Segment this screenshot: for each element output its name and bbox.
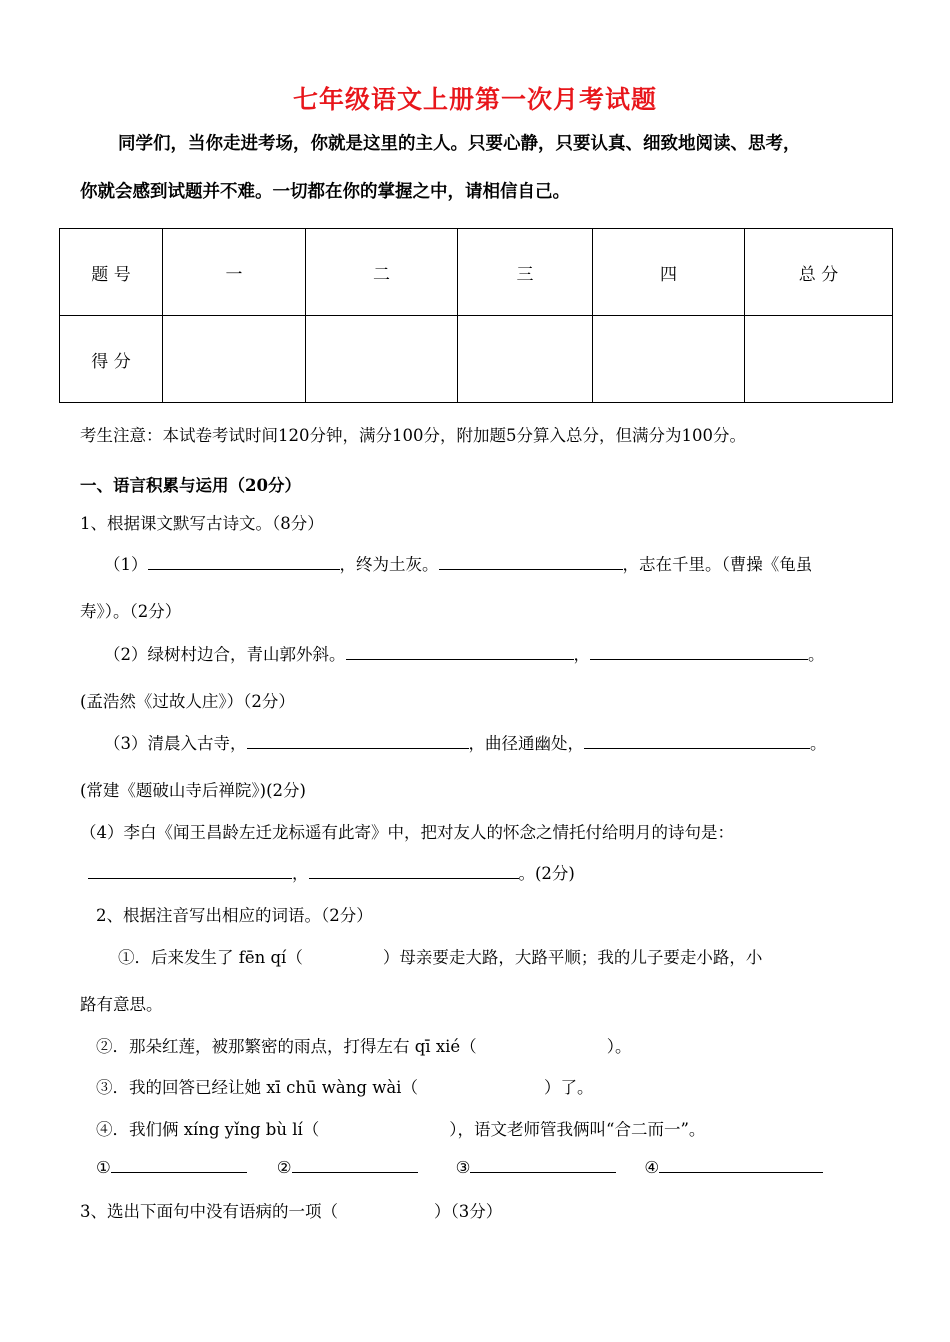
q1-p4-comma: ，: [292, 864, 309, 883]
q2-title: 2、根据注音写出相应的词语。（2分）: [96, 906, 373, 925]
q1-p2-comma: ，: [573, 645, 590, 664]
answer-blank[interactable]: [439, 554, 623, 570]
exam-notice: 考生注意：本试卷考试时间120分钟，满分100分，附加题5分算入总分，但满分为100分。: [80, 426, 746, 445]
answer-blank[interactable]: [292, 1157, 418, 1173]
q2-i4-prefix: ④．我们俩 xíng yǐng bù lí（: [96, 1120, 320, 1139]
q1-p2-source: (孟浩然《过故人庄》）（2分）: [80, 692, 295, 711]
answer-blank[interactable]: [111, 1157, 247, 1173]
answer-blank[interactable]: [584, 733, 810, 749]
answer-blank[interactable]: [309, 863, 519, 879]
q1-p3-source: (常建《题破山寺后禅院》)(2分): [80, 781, 306, 800]
q1-p1-source: 寿》）。（2分）: [80, 602, 182, 621]
q3-title: [80, 1198, 502, 1222]
score-cell[interactable]: [458, 316, 593, 403]
q1-part-4-answers: [88, 860, 575, 884]
q2-item-2: [96, 1033, 631, 1057]
score-cell[interactable]: [745, 316, 893, 403]
score-table-header-label: 题 号: [60, 229, 163, 316]
q1-title: 1、根据课文默写古诗文。（8分）: [80, 514, 324, 533]
answer-blank[interactable]: [470, 1157, 616, 1173]
q1-p2-end: 。: [808, 645, 825, 664]
q2-item-1: [118, 944, 762, 968]
q1-p3-prefix: （3）清晨入古寺，: [104, 734, 247, 753]
q1-part-3: [104, 730, 827, 754]
score-table-col-total: 总 分: [745, 229, 893, 316]
score-table-score-label: 得 分: [60, 316, 163, 403]
answer-blank[interactable]: [590, 644, 808, 660]
intro-line-2: 你就会感到试题并不难。一切都在你的掌握之中，请相信自己。: [80, 182, 570, 202]
score-cell[interactable]: [306, 316, 458, 403]
q2-i4-suffix: ），语文老师管我俩叫“合二而一”。: [449, 1120, 706, 1139]
score-table-col-1: 一: [163, 229, 306, 316]
answer-blank[interactable]: [148, 554, 340, 570]
q3-title-tail: ）（3分）: [434, 1202, 503, 1221]
q1-p1-middle: ，终为土灰。: [339, 555, 439, 574]
intro-line-1: 同学们，当你走进考场，你就是这里的主人。只要心静，只要认真、细致地阅读、思考，: [118, 134, 801, 154]
q2-i1-prefix: ①．后来发生了 fēn qí（: [118, 948, 303, 967]
q1-p3-middle: ，曲径通幽处，: [468, 734, 584, 753]
q2-i3-suffix: ）了。: [543, 1078, 594, 1097]
q2-answer-mark-1: ①: [96, 1158, 111, 1177]
q2-item-3: [96, 1074, 593, 1098]
q2-answer-mark-2: ②: [276, 1158, 292, 1177]
answer-blank[interactable]: [88, 863, 292, 879]
q2-answer-line: [96, 1157, 823, 1177]
q2-i2-prefix: ②．那朵红莲，被那繁密的雨点，打得左右 qī xié（: [96, 1037, 477, 1056]
q1-p2-prefix: （2）绿树村边合，青山郭外斜。: [104, 645, 346, 664]
q3-title-text: 3、选出下面句中没有语病的一项（: [80, 1202, 338, 1221]
q1-part-2: [104, 641, 825, 665]
section-1-heading: 一、语言积累与运用（20分）: [80, 476, 301, 495]
q2-i3-prefix: ③．我的回答已经让她 xī chū wàng wài（: [96, 1078, 418, 1097]
q1-p1-end: ，志在千里。（曹操《龟虽: [622, 555, 813, 574]
answer-blank[interactable]: [346, 644, 574, 660]
page-title: 七年级语文上册第一次月考试题: [292, 85, 657, 114]
score-table-col-3: 三: [458, 229, 593, 316]
q1-part-4: （4）李白《闻王昌龄左迁龙标遥有此寄》中，把对友人的怀念之情托付给明月的诗句是：: [80, 823, 734, 842]
q2-i1-suffix: ）母亲要走大路，大路平顺；我的儿子要走小路，小: [382, 948, 763, 967]
score-table: [59, 228, 893, 403]
score-cell[interactable]: [593, 316, 745, 403]
q1-p1-prefix: （1）: [104, 555, 148, 574]
answer-blank[interactable]: [247, 733, 469, 749]
q2-answer-mark-3: ③: [455, 1158, 471, 1177]
q2-item-1-cont: 路有意思。: [80, 995, 163, 1014]
q1-p3-end: 。: [810, 734, 827, 753]
score-table-col-2: 二: [306, 229, 458, 316]
score-cell[interactable]: [163, 316, 306, 403]
q2-answer-mark-4: ④: [644, 1158, 660, 1177]
q2-i2-suffix: ）。: [606, 1037, 632, 1056]
q1-part-1: [104, 551, 812, 575]
answer-blank[interactable]: [659, 1157, 823, 1173]
q1-p4-end: 。(2分): [518, 864, 575, 883]
score-table-col-4: 四: [593, 229, 745, 316]
q2-item-4: [96, 1116, 705, 1140]
